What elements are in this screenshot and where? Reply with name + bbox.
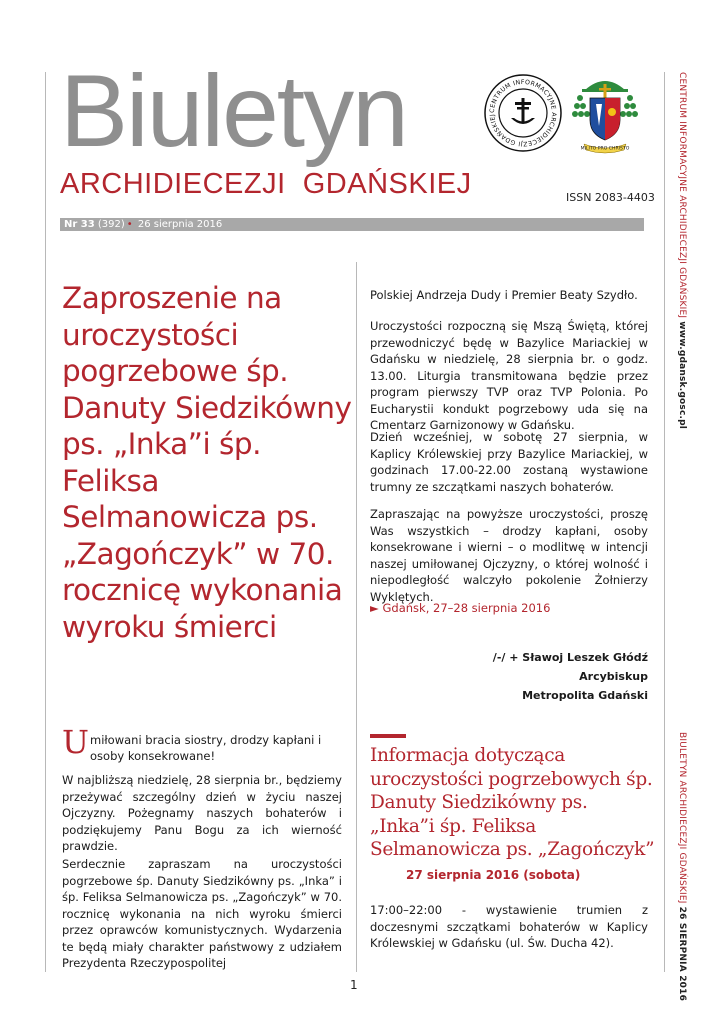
greeting-block <box>62 723 342 764</box>
paragraph-3: Polskiej Andrzeja Dudy i Premier Beaty Szydło. <box>370 288 638 302</box>
paragraph-6: Zapraszając na powyższe uroczystości, proszę Was wszystkich – drodzy kapłani, osoby konsekrowane i wierni – o modlitwę w intencji naszej umiłowanej Ojczyzny, o której wolność i niepodległość walczyło pokolenie Żołnierzy Wyklętych. <box>370 507 648 604</box>
issue-info <box>64 218 222 231</box>
dropcap-letter: U <box>62 723 89 761</box>
side-label-top <box>673 72 687 430</box>
side-label-bottom-text: BIULETYN ARCHIDIECEZJI GDAŃSKIEJ <box>677 732 687 904</box>
greeting-text: miłowani bracia siostry, drodzy kapłani i osoby konsekrowane! <box>90 733 322 763</box>
info-date: 27 sierpnia 2016 (sobota) <box>406 868 581 882</box>
paragraph-1: W najbliższą niedzielę, 28 sierpnia br., będziemy przeżywać szczególny dzień w życiu naszej Ojczyzny. Pożegnamy naszych bohaterów i podziękujemy Panu Bogu za ich wierność prawdzie. <box>62 773 342 853</box>
issue-bar <box>60 218 644 231</box>
paragraph-2: Serdecznie zapraszam na uroczystości pogrzebowe śp. Danuty Siedzikówny ps. „Inka” i śp. Feliksa Selmanowicza ps. „Zagończyk” w 70. rocznicę wykonania na nich wyroku śmierci przez oprawców komunistycznych. Wydarzenia te będą miały charakter państwowy z udziałem Prezydenta Rzeczypospolitej <box>62 857 342 970</box>
column-divider <box>356 262 357 972</box>
side-label-top-text: CENTRUM INFORMACYJNE ARCHIDIECEZJI GDAŃSKIEJ <box>677 72 687 319</box>
left-margin-rule <box>45 72 46 972</box>
signature-name: /-/ + Sławoj Leszek Głódź <box>492 651 648 664</box>
logo-ring-text: CENTRUM INFORMACYJNE ARCHIDIECEZJI GDAŃSKIEJ <box>488 78 558 148</box>
side-label-bottom <box>673 732 687 1002</box>
signature-title: Arcybiskup <box>579 670 648 683</box>
section-accent-bar <box>370 734 406 738</box>
coat-motto: MILITO PRO CHRISTO <box>580 146 630 152</box>
place-date-note: ► Gdańsk, 27–28 sierpnia 2016 <box>370 601 551 615</box>
issue-number: Nr 33 <box>64 219 95 230</box>
right-margin-rule <box>664 72 665 972</box>
signature-role: Metropolita Gdański <box>522 689 648 702</box>
paragraph-5: Dzień wcześniej, w sobotę 27 sierpnia, w Kaplicy Królewskiej przy Bazylice Mariackiej, w godzinach 17.00-22.00 zostaną wystawione trumny ze szczątkami naszych bohaterów. <box>370 430 648 494</box>
issue-date: 26 sierpnia 2016 <box>137 219 223 230</box>
issn-number: ISSN 2083-4403 <box>566 191 655 204</box>
info-title: Informacja dotycząca uroczystości pogrzebowych śp. Danuty Siedzikówny ps. „Inka”i śp. Feliksa Selmanowicza ps. „Zagończyk” <box>370 745 655 860</box>
article-headline: Zaproszenie na uroczystości pogrzebowe śp. Danuty Siedzikówny ps. „Inka”i śp. Feliksa Selmanowicza ps. „Zagończyk” w 70. rocznicę wykonania wyroku śmierci <box>62 281 352 644</box>
issue-total: (392) <box>97 219 125 230</box>
information-center-logo <box>484 74 562 152</box>
masthead-title: Biuletyn <box>60 54 407 168</box>
info-text: 17:00–22:00 - wystawienie trumien z doczesnymi szczątkami bohaterów w Kaplicy Królewskiej w Gdańsku (ul. Św. Ducha 42). <box>370 903 648 950</box>
coat-of-arms-icon <box>572 68 638 156</box>
paragraph-4: Uroczystości rozpoczną się Mszą Świętą, której przewodniczyć będę w Bazylice Mariackiej w Gdańsku w niedzielę, 28 sierpnia br. o godz. 13.00. Liturgia transmitowana będzie przez program pierwszy TVP oraz TVP Polonia. Po Eucharystii kondukt pogrzebowy uda się na Cmentarz Garnizonowy w Gdańsku. <box>370 319 648 432</box>
masthead-subtitle: ARCHIDIECEZJI GDAŃSKIEJ <box>60 168 472 200</box>
signature-block <box>370 648 648 705</box>
page-number: 1 <box>350 978 358 992</box>
separator-dot: • <box>126 219 133 230</box>
side-url: www.gdansk.gosc.pl <box>677 321 687 430</box>
side-date: 26 SIERPNIA 2016 <box>677 906 687 1002</box>
